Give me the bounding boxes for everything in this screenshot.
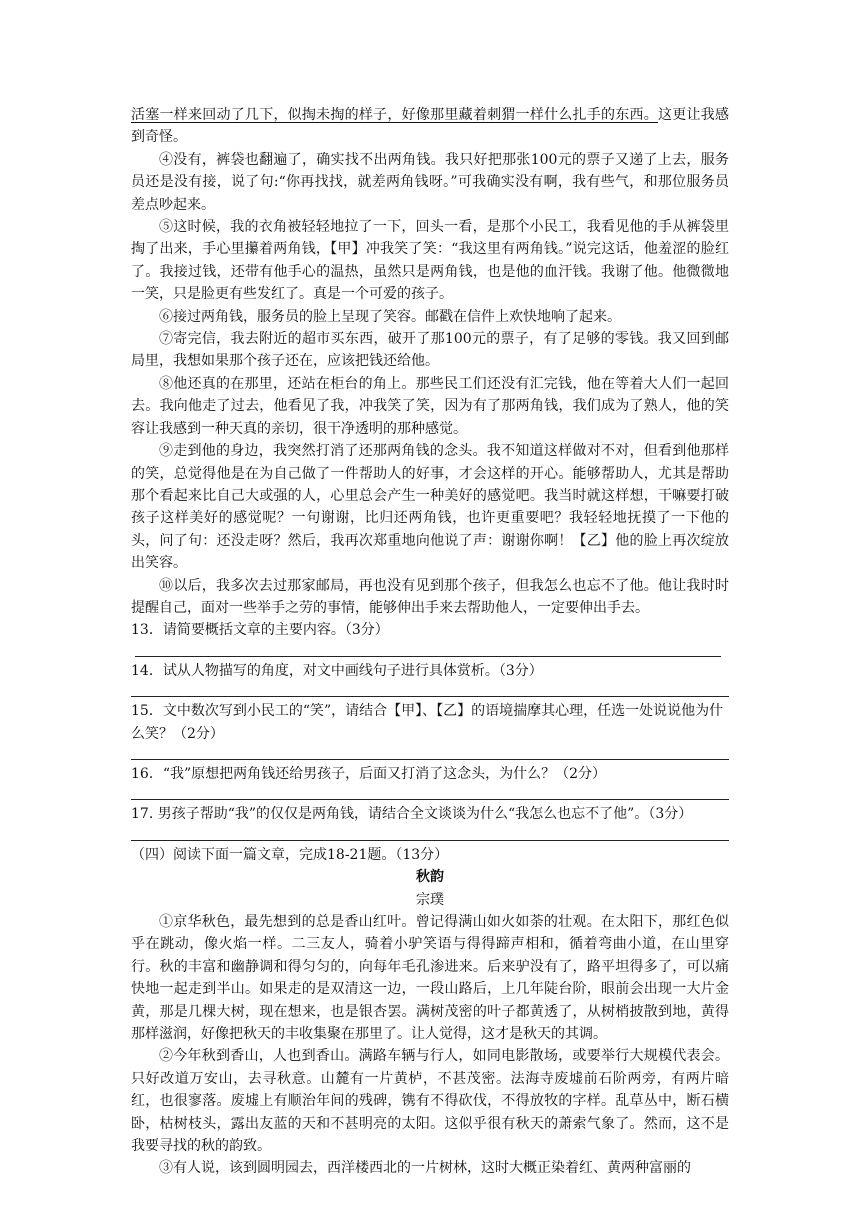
document-page bbox=[131, 104, 729, 1180]
answer-line-13[interactable] bbox=[135, 642, 721, 657]
question-17: 17. 男孩子帮助“我”的仅仅是两角钱，请结合全文谈谈为什么“我怎么也忘不了他”。（3分） bbox=[131, 806, 693, 823]
paragraph-text: 这更让我感到奇怪。 bbox=[131, 107, 730, 146]
story-paragraph-4: ④没有，裤袋也翻遍了，确实找不出两角钱。我只好把那张100元的票子又递了上去，服务员还是没有接，说了句:“你再找找，就差两角钱呀。”可我确实没有啊，我有些气，和那位服务员差点吵起来。 bbox=[131, 151, 729, 213]
question-13: 13．请简要概括文章的主要内容。（3分） bbox=[131, 622, 389, 639]
story-paragraph-3-continued bbox=[131, 104, 729, 149]
article-author: 宗璞 bbox=[416, 891, 444, 908]
story-paragraph-6: ⑥接过两角钱，服务员的脸上呈现了笑容。邮戳在信件上欢快地响了起来。 bbox=[159, 308, 621, 325]
question-14: 14．试从人物描写的角度，对文中画线句子进行具体赏析。（3分） bbox=[131, 662, 543, 679]
article-paragraph-3: ③有人说，该到圆明园去，西洋楼西北的一片树林，这时大概正染着红、黄两种富丽的 bbox=[159, 1160, 691, 1177]
article-paragraph-1: ①京华秋色，最先想到的总是香山红叶。曾记得满山如火如荼的壮观。在太阳下，那红色似乎在跳动，像火焰一样。二三友人，骑着小驴笑语与得得蹄声相和，循着弯曲小道，在山里穿行。秋的丰富和幽静调和得匀匀的，向每年毛孔渗进来。后来驴没有了，路平坦得多了，可以痛快地一起走到半山。如果走的是双清这一边，一段山路后，上几年陡台阶，眼前会出现一大片金黄，那是几棵大树，现在想来，也是银杏罢。满树茂密的叶子都黄透了，从树梢披散到地，黄得那样滋润，好像把秋天的丰收集聚在那里了。让人觉得，这才是秋天的其调。 bbox=[131, 914, 729, 1043]
section-4-header: （四）阅读下面一篇文章，完成18-21题。（13分） bbox=[131, 846, 449, 863]
article-paragraph-2: ②今年秋到香山，人也到香山。满路车辆与行人，如同电影散场，或要举行大规模代表会。只好改道万安山，去寻秋意。山麓有一片黄栌，不甚茂密。法海寺废墟前石阶两旁，有两片暗红，也很寥落。废墟上有顺治年间的残碑，镌有不得砍伐，不得放牧的字样。乱草丛中，断石横卧，枯树枝头，露出友蓝的天和不甚明亮的太阳。这似乎很有秋天的萧索气象了。然而，这不是我要寻找的秋的韵致。 bbox=[131, 1048, 729, 1155]
answer-line-16[interactable] bbox=[131, 785, 729, 800]
answer-line-14[interactable] bbox=[131, 682, 729, 697]
story-paragraph-10: ⑩以后，我多次去过那家邮局，再也没有见到那个孩子，但我怎么也忘不了他。他让我时时提醒自己，面对一些举手之劳的事情，能够伸出手来去帮助他人，一定要伸出手去。 bbox=[131, 577, 729, 616]
story-paragraph-7: ⑦寄完信，我去附近的超市买东西，破开了那100元的票子，有了足够的零钱。我又回到邮局里，我想如果那个孩子还在，应该把钱还给他。 bbox=[131, 331, 729, 370]
underlined-sentence: 活塞一样来回动了几下，似掏未掏的样子，好像那里藏着刺猬一样什么扎手的东西。 bbox=[131, 107, 659, 123]
question-15: 15．文中数次写到小民工的“笑”，请结合【甲】、【乙】的语境揣摩其心理，任选一处说说他为什么笑？（2分） bbox=[131, 703, 724, 742]
story-paragraph-8: ⑧他还真的在那里，还站在柜台的角上。那些民工们还没有汇完钱，他在等着大人们一起回去。我向他走了过去，他看见了我，冲我笑了笑，因为有了那两角钱，我们成为了熟人，他的笑容让我感到一种天真的亲切，很干净透明的那种感觉。 bbox=[131, 375, 729, 437]
question-16: 16．“我”原想把两角钱还给男孩子，后面又打消了这念头，为什么？（2分） bbox=[131, 765, 607, 782]
article-title: 秋韵 bbox=[416, 869, 444, 886]
answer-line-15[interactable] bbox=[131, 745, 729, 760]
story-paragraph-9: ⑨走到他的身边，我突然打消了还那两角钱的念头。我不知道这样做对不对，但看到他那样的笑，总觉得他是在为自己做了一件帮助人的好事，才会这样的开心。能够帮助人，尤其是帮助那个看起来比自己大或强的人，心里总会产生一种美好的感觉吧。我当时就这样想，干嘛要打破孩子这样美好的感觉呢？一句谢谢，比归还两角钱，也许更重要吧？我轻轻地抚摸了一下他的头，问了句：还没走呀？然后，我再次郑重地向他说了声：谢谢你啊！【乙】他的脸上再次绽放出笑容。 bbox=[131, 443, 729, 572]
story-paragraph-5: ⑤这时候，我的衣角被轻轻地拉了一下，回头一看，是那个小民工，我看见他的手从裤袋里掏了出来，手心里攥着两角钱，【甲】冲我笑了笑：“我这里有两角钱。”说完这话，他羞涩的脸红了。我接过钱，还带有他手心的温热，虽然只是两角钱，也是他的血汗钱。我谢了他。他微微地一笑，只是脸更有些发红了。真是一个可爱的孩子。 bbox=[131, 219, 729, 303]
answer-line-17[interactable] bbox=[131, 826, 729, 841]
